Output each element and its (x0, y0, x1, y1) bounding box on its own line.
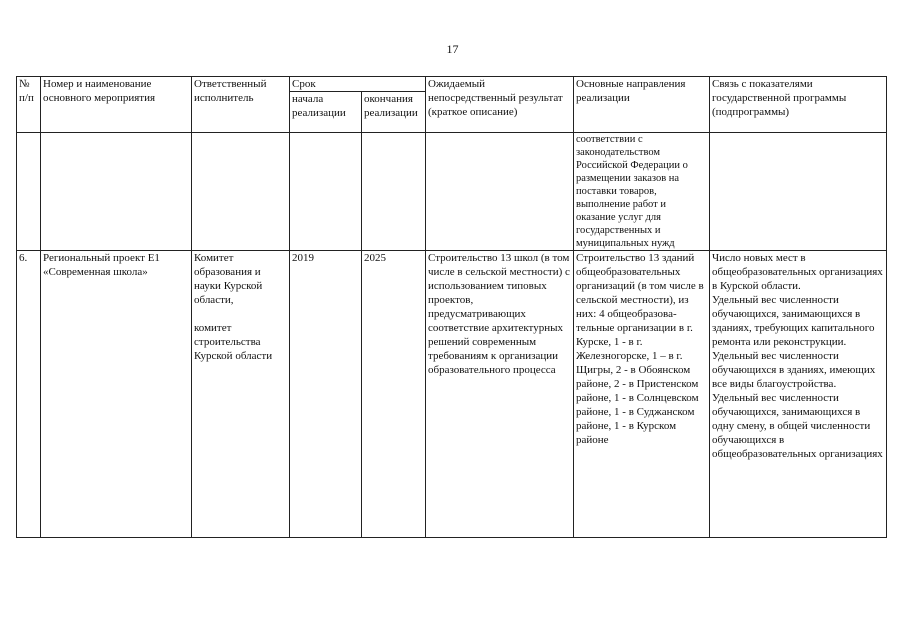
row6-result: Строительство 13 школ (в том числе в сельской местности) с использованием типовых проектов, предусматривающих соответствие архитектурных решений современным требованиям к организации образовательного процесса (426, 251, 574, 538)
row6-executor-2: комитет строительства Курской области (194, 322, 273, 362)
row6-executor (192, 251, 290, 538)
row6-start: 2019 (290, 251, 362, 538)
cont-executor (192, 133, 290, 251)
cont-end (362, 133, 426, 251)
cont-name (41, 133, 192, 251)
header-num: № п/п (17, 77, 41, 133)
header-start: начала реализации (290, 92, 362, 133)
cont-start (290, 133, 362, 251)
row6-executor-1: Комитет образования и науки Курской области, (194, 252, 263, 306)
header-result: Ожидаемый непосредственный результат (краткое описание) (426, 77, 574, 133)
header-directions: Основные направления реализации (574, 77, 710, 133)
page-number: 17 (446, 42, 459, 56)
header-term: Срок (290, 77, 426, 92)
row6-link: Число новых мест в общеобразовательных организациях в Курской области. Удельный вес численности обучающихся, занимающихся в зданиях, требующих капитального ремонта или реконструкции. Удельный вес численности обучающихся в зданиях, имеющих все виды благоустройства. Удельный вес численности обучающихся, занимающихся в одну смену, в общей численности обучающихся в общеобразовательных организациях (710, 251, 887, 538)
cont-num (17, 133, 41, 251)
cont-link (710, 133, 887, 251)
table-row-6 (17, 251, 887, 538)
program-table (16, 76, 887, 538)
header-name: Номер и наименование основного мероприятия (41, 77, 192, 133)
header-link: Связь с показателями государственной программы (подпрограммы) (710, 77, 887, 133)
continuation-row (17, 133, 887, 251)
row6-num: 6. (17, 251, 41, 538)
cont-directions: соответствии с законодательством Российской Федерации о размещении заказов на поставки товаров, выполнение работ и оказание услуг для государственных и муниципальных нужд (574, 133, 710, 251)
header-end: окончания реализации (362, 92, 426, 133)
header-executor: Ответственный исполнитель (192, 77, 290, 133)
row6-directions: Строительство 13 зданий общеобразовательных организаций (в том числе в сельской местности), из них: 4 общеобразова-тельные организации в г. Курске, 1 - в г. Железногорске, 1 – в г. Щигры, 2 - в Обоянском районе, 2 - в Пристенском районе, 1 - в Солнцевском районе, 1 - в Суджанском районе, 1 - в Курском районе (574, 251, 710, 538)
cont-result (426, 133, 574, 251)
row6-name: Региональный проект Е1 «Современная школа» (41, 251, 192, 538)
header-row-1 (17, 77, 887, 92)
row6-end: 2025 (362, 251, 426, 538)
